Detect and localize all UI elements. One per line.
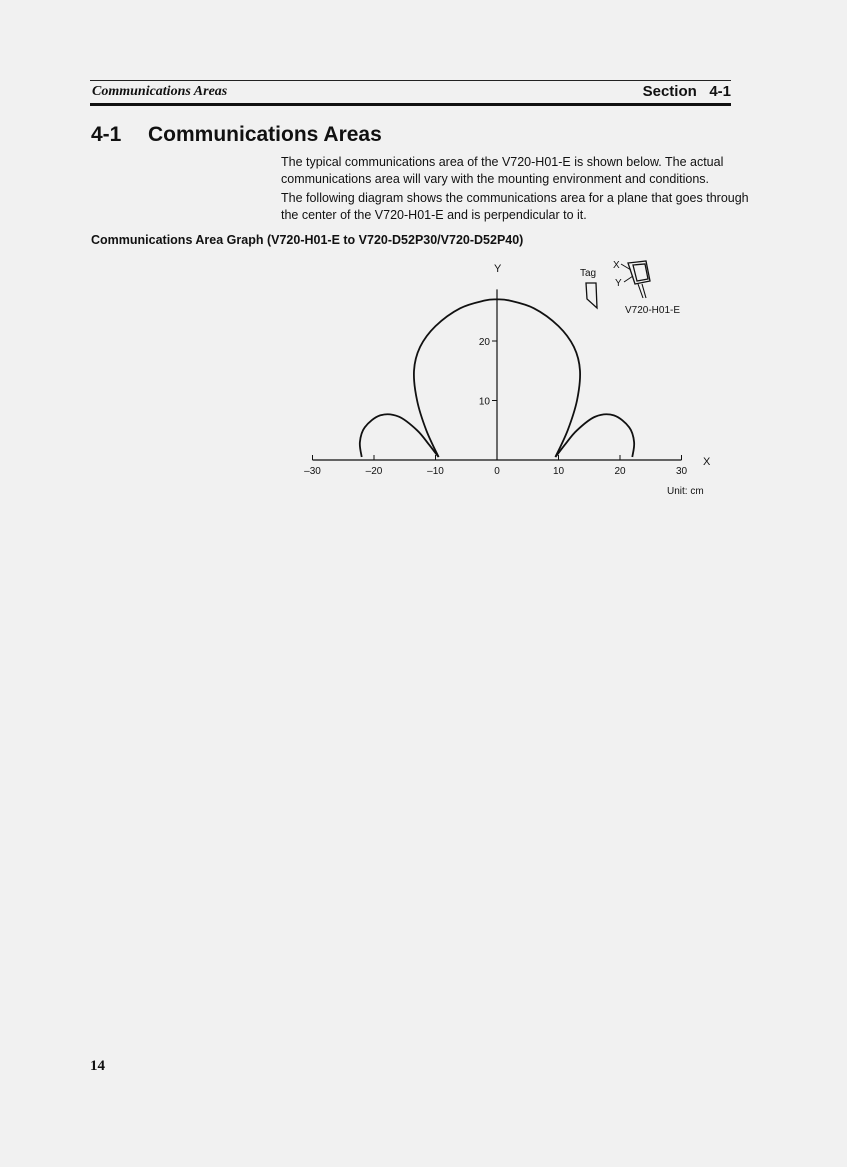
- series-left-side-lobe: [360, 414, 439, 457]
- x-tick-label: –20: [365, 466, 383, 477]
- x-axis-label: X: [703, 456, 711, 468]
- graph-heading: Communications Area Graph (V720-H01-E to V720-D52P30/V720-D52P40): [91, 233, 524, 247]
- reader-x-label: X: [613, 260, 620, 271]
- page-number: 14: [90, 1058, 105, 1074]
- reader-tag-inset: [580, 260, 680, 316]
- section-title: Communications Areas: [148, 123, 382, 146]
- y-tick-label: 10: [478, 396, 490, 408]
- series-right-side-lobe: [555, 414, 634, 457]
- x-tick-label: 10: [552, 466, 565, 477]
- reader-y-label: Y: [615, 278, 622, 289]
- x-tick-label: 20: [614, 466, 626, 477]
- reader-antenna-icon: [628, 261, 650, 284]
- y-axis-label: Y: [494, 263, 502, 275]
- reader-cable: [638, 284, 646, 298]
- tag-icon: [586, 283, 597, 308]
- y-tick-label: 20: [478, 337, 490, 348]
- section-number: 4-1: [91, 123, 122, 146]
- tag-label: Tag: [580, 268, 597, 279]
- reader-model-label: V720-H01-E: [625, 305, 681, 316]
- x-tick-label: 0: [494, 466, 500, 477]
- x-tick-label: –30: [304, 466, 321, 477]
- reader-y-arrow: [624, 276, 633, 282]
- header-section-number: 4-1: [709, 83, 731, 100]
- intro-paragraph: The typical communications area of the V720-H01-E is shown below. The actual communications area will vary with the mounting environment and conditions.: [281, 155, 724, 186]
- diagram-description-paragraph: The following diagram shows the communications area for a plane that goes through the center of the V720-H01-E and is perpendicular to it.: [281, 191, 749, 222]
- header-section-label: Section: [642, 83, 697, 100]
- x-tick-label: 30: [675, 466, 688, 477]
- unit-label: Unit: cm: [667, 486, 704, 497]
- header-chapter-title: Communications Areas: [92, 84, 228, 99]
- x-tick-label: –10: [427, 466, 444, 477]
